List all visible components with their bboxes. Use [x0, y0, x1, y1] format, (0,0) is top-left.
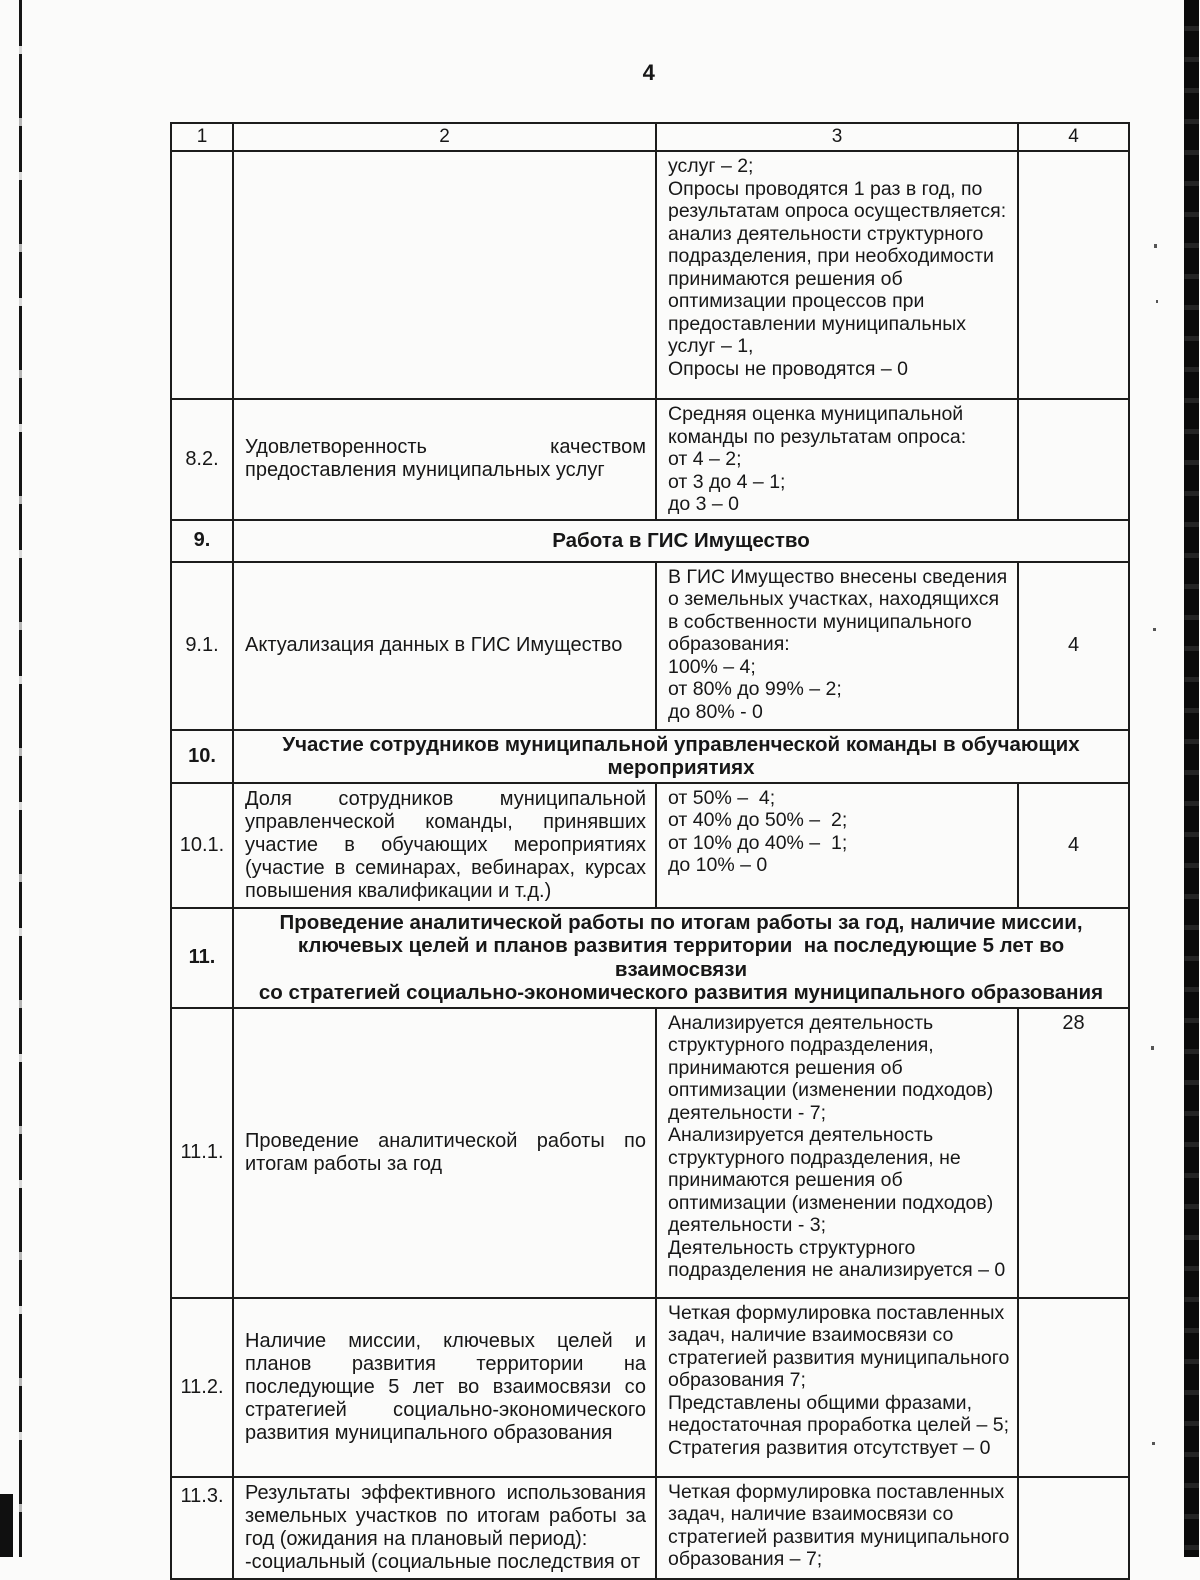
criteria-text: от 80% до 99% – 2; [668, 678, 842, 700]
row-number-cell: 8.2. [171, 399, 233, 520]
section-title-line: Работа в ГИС Имущество [552, 528, 810, 552]
criteria-text: Анализируется деятельность структурного подразделения, не принимаются решения об оптимизации (изменении подходов) деятельности - 3; [668, 1124, 999, 1236]
page-number: 4 [642, 60, 656, 85]
table-row [171, 151, 1129, 399]
score-cell [1018, 1298, 1129, 1477]
section-row [171, 520, 1129, 562]
score-cell [1018, 151, 1129, 399]
section-title-line: Участие сотрудников муниципальной управленческой команды в обучающих [282, 732, 1080, 756]
table-row [171, 399, 1129, 520]
criteria-text: до 80% - 0 [668, 700, 763, 723]
column-header: 2 [233, 123, 656, 151]
indicator-text: Удовлетворенность качеством предоставления муниципальных услуг [245, 436, 646, 482]
criteria-text: 100% – 4; [668, 655, 756, 678]
scan-artifact-corner-blob [0, 1494, 13, 1557]
criteria-text: Представлены общими фразами, недостаточная проработка целей – 5; [668, 1391, 1010, 1436]
table-row [171, 1008, 1129, 1298]
criteria-cell [656, 399, 1018, 520]
indicator-cell [233, 1298, 656, 1477]
section-title-cell [233, 520, 1129, 562]
criteria-text: от 10% до 40% – 1; [668, 831, 848, 854]
criteria-text: Четкая формулировка поставленных задач, наличие взаимосвязи со стратегией развития муниципального образования – 7; [668, 1480, 1015, 1570]
row-number-cell: 11.3. [171, 1477, 233, 1579]
table-body [171, 151, 1129, 1579]
score-cell: 4 [1018, 783, 1129, 908]
row-number-cell: 9.1. [171, 562, 233, 730]
table-row [171, 783, 1129, 908]
section-row [171, 908, 1129, 1008]
column-header: 1 [171, 123, 233, 151]
row-number-cell: 11.2. [171, 1298, 233, 1477]
criteria-cell [656, 1298, 1018, 1477]
table-header-row [171, 123, 1129, 151]
criteria-text: Деятельность структурного подразделения не анализируется – 0 [668, 1236, 1006, 1281]
section-title-cell [233, 908, 1129, 1008]
indicator-text: Результаты эффективного использования земельных участков по итогам работы за год (ожидания на плановый период): [245, 1481, 646, 1550]
row-number-cell: 11. [171, 908, 233, 1008]
section-title-line: Проведение аналитической работы по итогам работы за год, наличие миссии, [279, 910, 1083, 934]
table-row [171, 1298, 1129, 1477]
indicator-text: Проведение аналитической работы по итогам работы за год [245, 1129, 646, 1175]
column-header: 4 [1018, 123, 1129, 151]
score-cell [1018, 1477, 1129, 1579]
scan-speck [1154, 244, 1157, 248]
column-header: 3 [656, 123, 1018, 151]
indicator-text: Доля сотрудников муниципальной управленческой команды, принявших участие в обучающих мероприятиях (участие в семинарах, вебинарах, курсах повышения квалификации и т.д.) [245, 787, 646, 902]
document-table [170, 122, 1130, 1580]
criteria-text: Четкая формулировка поставленных задач, наличие взаимосвязи со стратегией развития муниципального образования 7; [668, 1301, 1015, 1391]
scan-speck [1152, 1442, 1155, 1445]
criteria-cell [656, 783, 1018, 908]
indicator-cell [233, 562, 656, 730]
indicator-text: Наличие миссии, ключевых целей и планов развития территории на последующие 5 лет во взаимосвязи со стратегией социально-экономического развития муниципального образования [245, 1329, 646, 1444]
table-row [171, 562, 1129, 730]
scan-artifact-left-line [19, 0, 22, 1557]
row-number-cell: 11.1. [171, 1008, 233, 1298]
criteria-text: до 3 – 0 [668, 493, 740, 515]
row-number-cell [171, 151, 233, 399]
criteria-cell [656, 1008, 1018, 1298]
criteria-cell [656, 1477, 1018, 1579]
criteria-text: Средняя оценка муниципальной команды по результатам опроса: [668, 403, 969, 448]
row-number-cell: 10. [171, 730, 233, 783]
score-cell [1018, 399, 1129, 520]
indicator-cell [233, 151, 656, 399]
criteria-text: от 50% – 4; [668, 786, 776, 809]
row-number-cell: 9. [171, 520, 233, 562]
score-cell: 4 [1018, 562, 1129, 730]
scan-artifact-right-band [1184, 0, 1199, 1557]
indicator-cell [233, 399, 656, 520]
criteria-text: от 40% до 50% – 2; [668, 809, 848, 831]
criteria-text: от 3 до 4 – 1; [668, 470, 786, 493]
indicator-text: -социальный (социальные последствия от [245, 1550, 641, 1573]
row-number-cell: 10.1. [171, 783, 233, 908]
section-title-cell [233, 730, 1129, 783]
criteria-cell [656, 562, 1018, 730]
section-title-line: ключевых целей и планов развития территории на последующие 5 лет во взаимосвязи [297, 934, 1070, 981]
scan-speck [1156, 300, 1158, 303]
criteria-text: от 4 – 2; [668, 448, 742, 470]
score-cell: 28 [1018, 1008, 1129, 1298]
indicator-cell [233, 1008, 656, 1298]
criteria-text: Опросы не проводятся – 0 [668, 357, 908, 380]
indicator-cell [233, 1477, 656, 1579]
criteria-text: услуг – 2; [668, 155, 754, 177]
criteria-text: Анализируется деятельность структурного подразделения, принимаются решения об оптимизации (изменении подходов) деятельности - 7; [668, 1011, 999, 1124]
scan-speck [1151, 1046, 1154, 1050]
section-title-line: мероприятиях [607, 756, 755, 779]
criteria-text: В ГИС Имущество внесены сведения о земельных участках, находящихся в собственности муниципального образования: [668, 565, 1013, 655]
criteria-text: Опросы проводятся 1 раз в год, по результатам опроса осуществляется: анализ деятельности структурного подразделения, при необходимости принимаются решения об оптимизации процессов при предоставлении муниципальных услуг – 1, [668, 177, 1012, 357]
criteria-text: Стратегия развития отсутствует – 0 [668, 1436, 991, 1459]
scan-speck [1153, 628, 1156, 631]
section-row [171, 730, 1129, 783]
indicator-text: Актуализация данных в ГИС Имущество [245, 634, 623, 656]
criteria-cell [656, 151, 1018, 399]
criteria-text: до 10% – 0 [668, 854, 768, 876]
indicator-cell [233, 783, 656, 908]
section-title-line: со стратегией социально-экономического развития муниципального образования [258, 981, 1104, 1004]
table-row [171, 1477, 1129, 1579]
